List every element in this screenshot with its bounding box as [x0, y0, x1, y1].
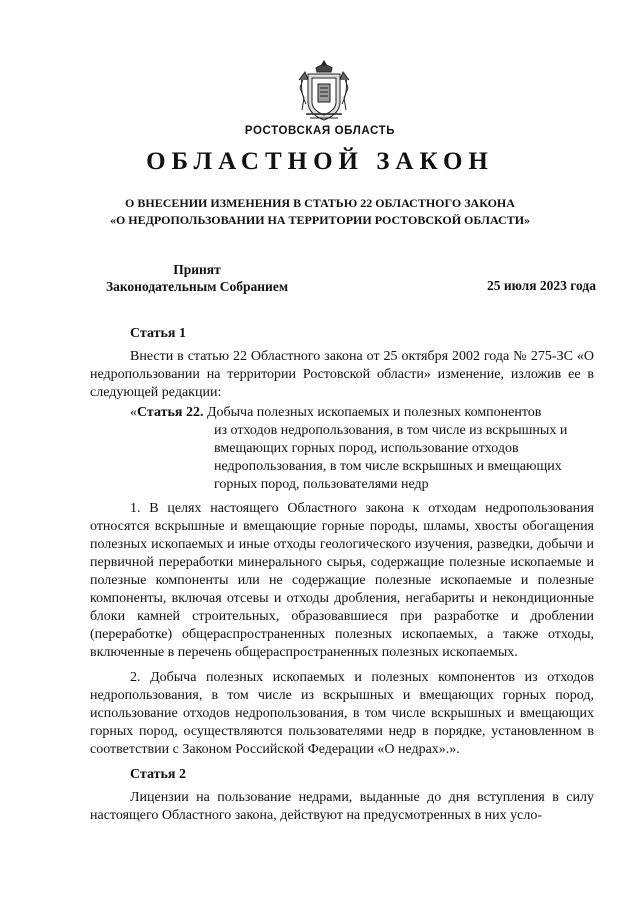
- document-title: ОБЛАСТНОЙ ЗАКОН: [146, 148, 494, 175]
- law-subtitle: [0, 195, 640, 229]
- region-name: РОСТОВСКАЯ ОБЛАСТЬ: [244, 125, 396, 137]
- adoption-date: 25 июля 2023 года: [487, 278, 596, 293]
- quoted-article-label: Статья 22.: [137, 405, 204, 420]
- article-1-intro: Внести в статью 22 Областного закона от 25 октября 2002 года № 275-ЗС «О недропользовании на территории Ростовской области» изменение, изложив ее в следующей редакции:: [90, 349, 594, 400]
- adoption-line-1: Принят: [173, 262, 221, 277]
- article-1-paragraph-2: 2. Добыча полезных ископаемых и полезных компонентов из отходов недропользования, в том числе из вскрышных и вмещающих горных пород, использование отходов недропользования, в том числе вскрышных и вмещающих горных пород, осуществляются пользователями недр в порядке, установленном в соответствии с Законом Российской Федерации «О недрах».».: [90, 670, 594, 757]
- adoption-block: [92, 261, 302, 295]
- quoted-article-title-rest: из отходов недропользования, в том числе из вскрышных и вмещающих горных пород, использование отходов недропользования, в том числе вскрышных и вмещающих горных пород, пользователями недр: [214, 423, 568, 492]
- document-body: [90, 325, 594, 825]
- quoted-article-title-first: Добыча полезных ископаемых и полезных компонентов: [206, 405, 542, 420]
- subtitle-line-1: О ВНЕСЕНИИ ИЗМЕНЕНИЯ В СТАТЬЮ 22 ОБЛАСТНОГО ЗАКОНА: [125, 196, 515, 210]
- article-2-heading: Статья 2: [130, 767, 186, 782]
- article-2-paragraph-1: Лицензии на пользование недрами, выданные до дня вступления в силу настоящего Областного закона, действуют на предусмотренных в них усло-: [90, 790, 594, 823]
- subtitle-line-2: «О НЕДРОПОЛЬЗОВАНИИ НА ТЕРРИТОРИИ РОСТОВСКОЙ ОБЛАСТИ»: [109, 213, 531, 227]
- adoption-line-2: Законодательным Собранием: [105, 279, 289, 294]
- coat-of-arms-emblem: [296, 58, 352, 124]
- quoted-article-title: [90, 404, 594, 494]
- article-1-paragraph-1: 1. В целях настоящего Областного закона к отходам недропользования относятся вскрышные и вмещающие горные породы, шламы, хвосты обогащения полезных ископаемых и иные отходы геологического изучения, разведки, добычи и первичной переработки минерального сырья, содержащие полезные ископаемые и полезные компоненты или не содержащие полезные ископаемые и полезные компоненты, включая отсевы и отходы дробления, негабариты и некондиционные блоки камней строительных, образовавшиеся при разработке и дроблении (переработке) общераспространенных полезных ископаемых, а также отходы, включенные в перечень общераспространенных полезных ископаемых.: [90, 501, 594, 660]
- quote-mark: «: [130, 405, 137, 420]
- article-1-heading: Статья 1: [130, 326, 186, 341]
